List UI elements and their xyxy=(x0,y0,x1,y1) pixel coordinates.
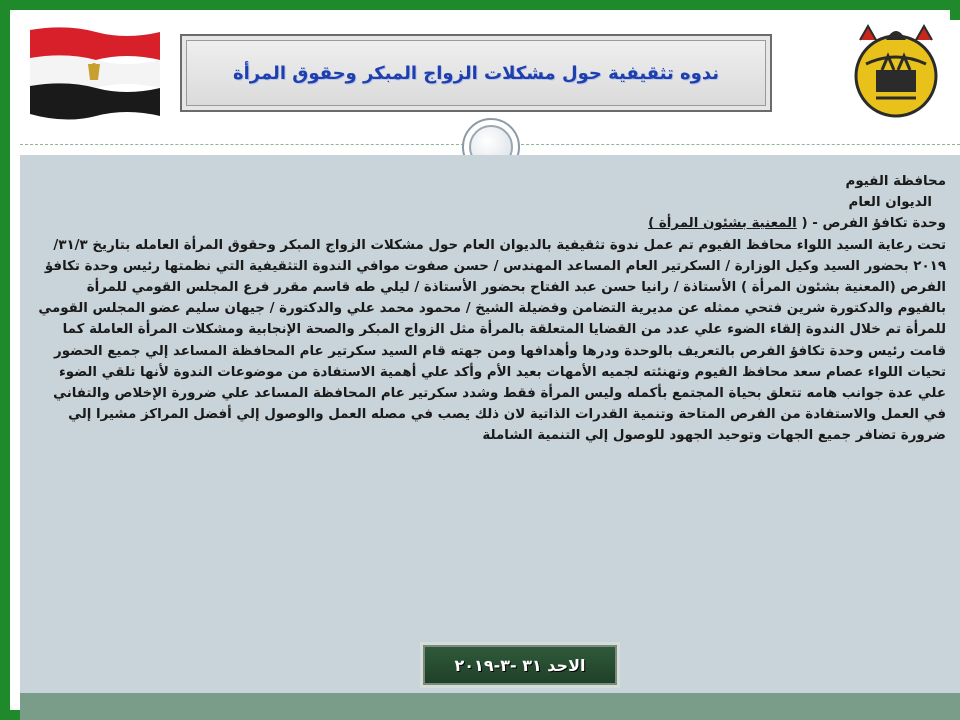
slide-header xyxy=(20,20,960,155)
page-title: ندوه تثقيفية حول مشكلات الزواج المبكر وحقوق المرأة xyxy=(233,62,719,84)
content-area xyxy=(20,155,960,693)
unit-line-prefix: وحدة تكافؤ الفرص - ( xyxy=(796,216,946,232)
date-text: الاحد ٣١ -٣-٢٠١٩ xyxy=(454,655,586,675)
date-badge xyxy=(423,645,617,685)
governorate-line: محافظة الفيوم xyxy=(845,174,946,189)
diwan-line: الديوان العام xyxy=(848,195,932,211)
article-text xyxy=(38,171,946,447)
slide-canvas xyxy=(20,20,960,720)
governorate-emblem-icon xyxy=(846,20,946,126)
unit-line xyxy=(38,213,946,234)
article-paragraph: تحت رعاية السيد اللواء محافظ الفيوم تم عمل ندوة تثقيفية بالديوان العام حول مشكلات الزواج المبكر وحقوق المرأة العامله بتاريخ ٣١/٣/ ٢٠١٩ بحضور السيد وكيل الوزارة / السكرتير العام المساعد المهندس / حسن صفوت موافي الندوة التثقيفية التي نظمتها رئيس وحدة تكافؤ الفرص (المعنية بشئون المرأة ) الأستاذة / رانيا حسن عبد الفتاح بحضور الأستاذة / ليلي طه قاسم مقرر فرع المجلس القومي للمرأة بالفيوم والدكتورة شرين فتحي ممثله عن مديرية التضامن وفضيلة الشيخ / محمود محمد علي والدكتورة / جيهان سليم عضو المجلس القومي للمرأة تم خلال الندوة إلقاء الضوء علي عدد من القضايا المتعلقة بالمرأة مثل الزواج المبكر والصحة الإنجابية ومشكلات المرأة العاملة كما قامت رئيس وحدة تكافؤ الفرص بالتعريف بالوحدة ودرها وأهدافها ومن جهته قام السيد سكرتير عام المحافظة المساعد إلي جميع الحضور تحيات اللواء عصام سعد محافظ الفيوم وتهنئته لجميه الأمهات بعيد الأم وأكد علي أهمية الاستفادة من موضوعات الندوة لأنها تلقي الضوء علي عدة جوانب هامه تتعلق بحياة المجتمع بأكمله وليس المرأة فقط وشدد سكرتير عام المحافظة المساعد علي ضرورة الإخلاص والتفاني في العمل والاستفادة من الفرص المتاحة وتنمية القدرات الذاتية لان ذلك يصب في مصله العمل والوصول إلي أفضل المراكز مشيرا إلي ضرورة تضافر جميع الجهات وتوحيد الجهود للوصول إلي التنمية الشاملة xyxy=(38,237,946,444)
egypt-flag-icon xyxy=(26,24,164,124)
unit-line-underlined: المعنية بشئون المرأة ) xyxy=(648,216,797,232)
title-box xyxy=(180,34,772,112)
bottom-strip xyxy=(20,693,960,720)
